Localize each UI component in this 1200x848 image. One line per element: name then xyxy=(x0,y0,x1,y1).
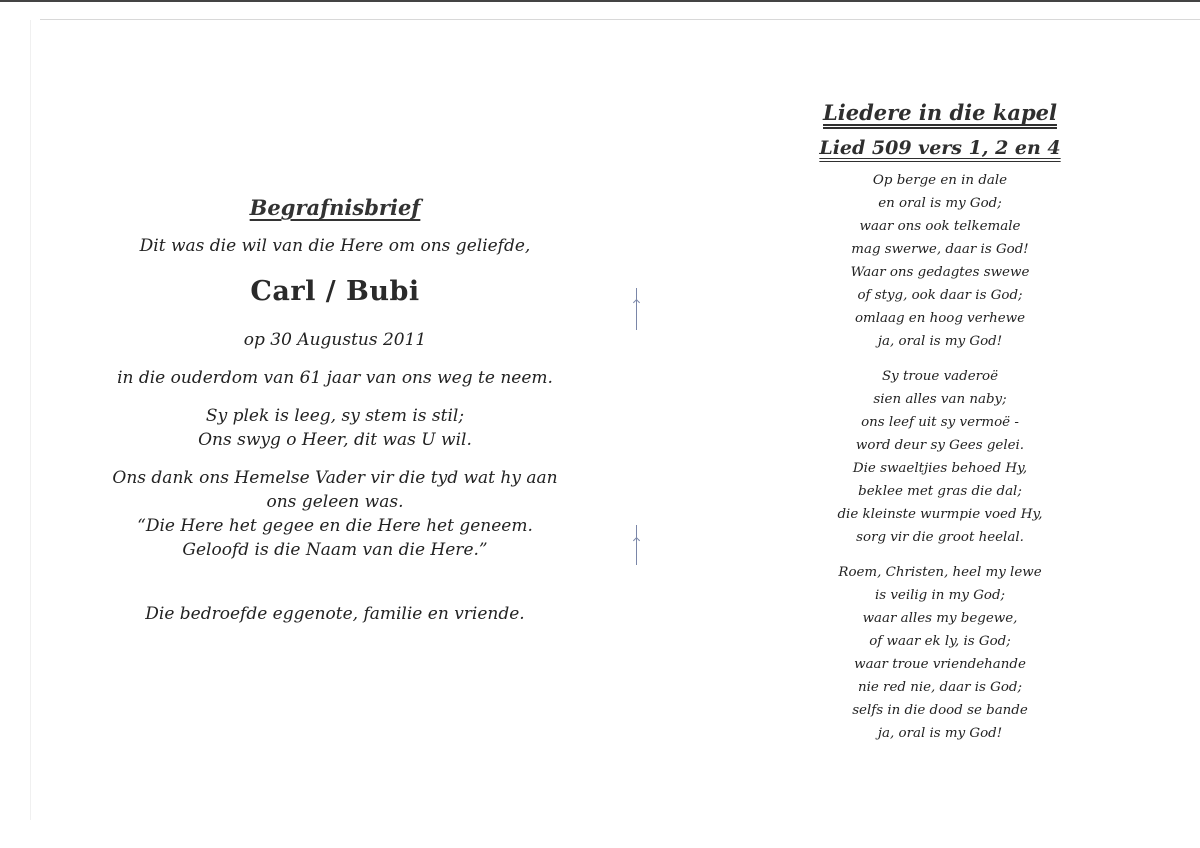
verse-line: is veilig in my God; xyxy=(874,588,1006,603)
verse-line: ja, oral is my God! xyxy=(877,726,1003,741)
verse-line: beklee met gras die dal; xyxy=(858,484,1022,499)
hymn-title: Lied 509 vers 1, 2 en 4 xyxy=(819,137,1061,159)
thanks-line: ons geleen was. xyxy=(266,492,404,512)
verse-line: sorg vir die groot heelal. xyxy=(856,530,1024,545)
death-date: op 30 Augustus 2011 xyxy=(243,330,427,350)
verse-line: Sy troue vaderoë xyxy=(881,369,999,384)
notice-intro: Dit was die wil van die Here om ons geliefde, xyxy=(139,236,531,256)
verse-line: waar troue vriendehande xyxy=(854,657,1026,672)
verse-line: ons leef uit sy vermoë - xyxy=(861,415,1019,430)
verse-line: en oral is my God; xyxy=(878,196,1002,211)
funeral-notice-page xyxy=(100,195,570,626)
scan-edge-left xyxy=(30,20,31,820)
fold-mark-tick xyxy=(633,537,640,544)
fold-mark xyxy=(636,288,637,330)
scan-edge-top xyxy=(0,0,1200,2)
signature-line: Die bedroefde eggenote, familie en vriende. xyxy=(145,604,525,624)
thanks-line: Ons dank ons Hemelse Vader vir die tyd wat hy aan xyxy=(112,468,558,488)
verse-line: die kleinste wurmpie voed Hy, xyxy=(837,507,1043,522)
poem-line: Sy plek is leeg, sy stem is stil; xyxy=(205,406,465,426)
deceased-name: Carl / Bubi xyxy=(250,276,420,307)
verse-line: omlaag en hoog verhewe xyxy=(854,311,1026,326)
verse-line: Op berge en in dale xyxy=(872,173,1008,188)
verse-line: waar alles my begewe, xyxy=(862,611,1018,626)
verse-line: nie red nie, daar is God; xyxy=(857,680,1023,695)
scripture-line: “Die Here het gegee en die Here het geneem. xyxy=(137,516,533,536)
verse-line: word deur sy Gees gelei. xyxy=(855,438,1025,453)
verse-line: selfs in die dood se bande xyxy=(852,703,1028,718)
hymns-page xyxy=(795,100,1085,757)
hymn-verse-2 xyxy=(795,365,1085,549)
verse-line: Roem, Christen, heel my lewe xyxy=(838,565,1042,580)
scan-edge-line xyxy=(40,19,1200,20)
verse-line: mag swerwe, daar is God! xyxy=(851,242,1029,257)
verse-line: sien alles van naby; xyxy=(873,392,1007,407)
verse-line: Die swaeltjies behoed Hy, xyxy=(852,461,1028,476)
fold-mark-tick xyxy=(633,299,640,306)
verse-line: of styg, ook daar is God; xyxy=(857,288,1023,303)
age-line: in die ouderdom van 61 jaar van ons weg te neem. xyxy=(117,368,553,388)
scripture-line: Geloofd is die Naam van die Here.” xyxy=(182,540,488,560)
verse-line: Waar ons gedagtes swewe xyxy=(850,265,1030,280)
verse-line: waar ons ook telkemale xyxy=(859,219,1021,234)
hymns-title: Liedere in die kapel xyxy=(823,100,1057,125)
notice-title: Begrafnisbrief xyxy=(249,195,421,220)
hymn-verse-3 xyxy=(795,561,1085,745)
fold-mark xyxy=(636,525,637,565)
verse-line: of waar ek ly, is God; xyxy=(869,634,1011,649)
verse-line: ja, oral is my God! xyxy=(877,334,1003,349)
poem-line: Ons swyg o Heer, dit was U wil. xyxy=(198,430,472,450)
hymn-verse-1 xyxy=(795,169,1085,353)
